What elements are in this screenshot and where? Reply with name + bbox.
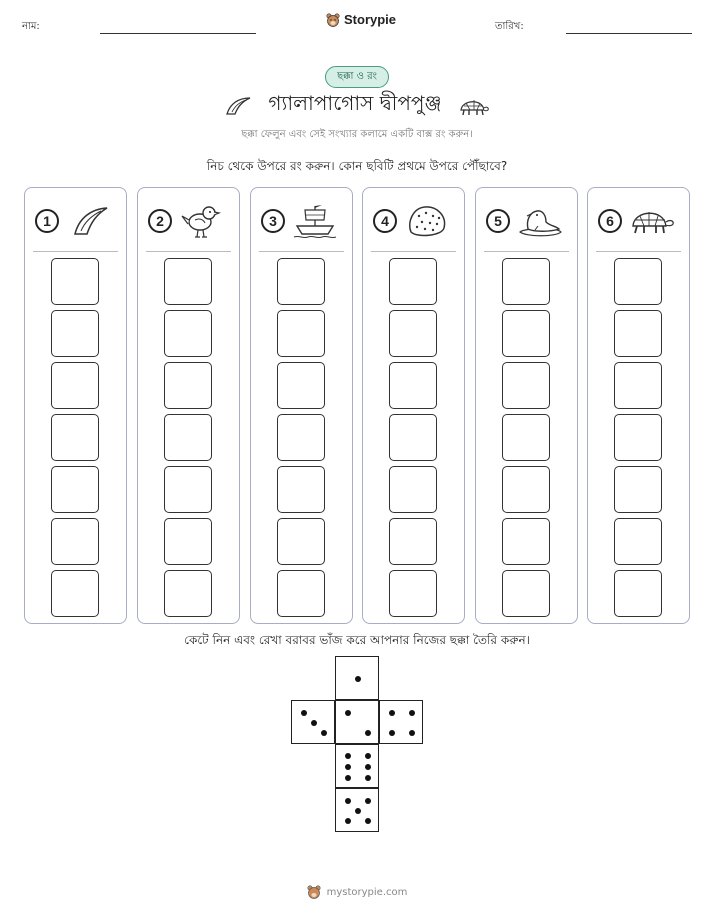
name-label: নাম:	[22, 21, 40, 32]
name-line[interactable]	[100, 33, 256, 34]
seal-icon	[516, 202, 564, 240]
die-face-1	[335, 656, 379, 700]
pip	[321, 730, 327, 736]
pip	[409, 730, 415, 736]
column-6	[587, 187, 690, 624]
color-box[interactable]	[277, 414, 325, 461]
rock-icon	[403, 202, 451, 240]
color-box[interactable]	[277, 362, 325, 409]
pip	[365, 818, 371, 824]
die-face-3	[291, 700, 335, 744]
color-box[interactable]	[51, 466, 99, 513]
pip	[389, 730, 395, 736]
ship-icon	[291, 202, 339, 240]
color-box[interactable]	[502, 518, 550, 565]
color-box[interactable]	[614, 258, 662, 305]
brand-name: Storypie	[344, 12, 397, 27]
category-badge: ছক্কা ও রং	[325, 66, 389, 88]
color-box[interactable]	[51, 258, 99, 305]
column-number: 1	[35, 209, 59, 233]
brand-logo	[326, 12, 396, 27]
color-box[interactable]	[389, 466, 437, 513]
color-box[interactable]	[277, 466, 325, 513]
color-box[interactable]	[389, 414, 437, 461]
bear-logo-icon	[307, 885, 321, 899]
color-box[interactable]	[389, 310, 437, 357]
date-label: তারিখ:	[495, 21, 524, 32]
color-box[interactable]	[502, 414, 550, 461]
color-box[interactable]	[51, 518, 99, 565]
pip	[389, 710, 395, 716]
pip	[365, 730, 371, 736]
color-box[interactable]	[389, 362, 437, 409]
color-box[interactable]	[614, 414, 662, 461]
pip	[345, 764, 351, 770]
column-3	[250, 187, 353, 624]
column-divider	[371, 251, 456, 252]
die-face-6	[335, 744, 379, 788]
color-box[interactable]	[51, 570, 99, 617]
subtitle: ছক্কা ফেলুন এবং সেই সংখ্যার কলামে একটি বাক্স রং করুন।	[241, 129, 473, 140]
color-box[interactable]	[277, 310, 325, 357]
column-divider	[484, 251, 569, 252]
cut-instruction: কেটে নিন এবং রেখা বরাবর ভাঁজ করে আপনার নিজের ছক্কা তৈরি করুন।	[184, 633, 530, 647]
pip	[345, 710, 351, 716]
die-face-5	[335, 788, 379, 832]
pip	[365, 798, 371, 804]
color-box[interactable]	[277, 258, 325, 305]
pip	[301, 710, 307, 716]
page-title: গ্যালাপাগোস দ্বীপপুঞ্জ	[268, 91, 442, 115]
footer	[0, 885, 714, 899]
color-box[interactable]	[51, 310, 99, 357]
pip	[365, 775, 371, 781]
color-box[interactable]	[614, 310, 662, 357]
pip	[355, 676, 361, 682]
color-box[interactable]	[389, 518, 437, 565]
pip	[345, 753, 351, 759]
color-box[interactable]	[614, 362, 662, 409]
column-divider	[596, 251, 681, 252]
color-box[interactable]	[389, 258, 437, 305]
column-number: 5	[486, 209, 510, 233]
footer-url[interactable]: mystorypie.com	[326, 886, 408, 898]
pip	[355, 808, 361, 814]
beak-icon	[224, 95, 254, 117]
color-box[interactable]	[164, 466, 212, 513]
color-box[interactable]	[164, 258, 212, 305]
column-2	[137, 187, 240, 624]
pip	[365, 753, 371, 759]
column-1	[24, 187, 127, 624]
date-line[interactable]	[566, 33, 692, 34]
color-box[interactable]	[51, 362, 99, 409]
column-5	[475, 187, 578, 624]
color-box[interactable]	[502, 258, 550, 305]
pip	[409, 710, 415, 716]
column-number: 3	[261, 209, 285, 233]
pip	[345, 798, 351, 804]
color-box[interactable]	[502, 466, 550, 513]
color-box[interactable]	[164, 414, 212, 461]
color-box[interactable]	[614, 466, 662, 513]
die-face-4	[379, 700, 423, 744]
color-box[interactable]	[389, 570, 437, 617]
column-number: 2	[148, 209, 172, 233]
color-box[interactable]	[164, 518, 212, 565]
pip	[365, 764, 371, 770]
column-divider	[259, 251, 344, 252]
pip	[345, 818, 351, 824]
color-box[interactable]	[614, 518, 662, 565]
color-box[interactable]	[164, 310, 212, 357]
instruction: নিচ থেকে উপরে রং করুন। কোন ছবিটি প্রথমে উপরে পৌঁছাবে?	[206, 159, 508, 173]
column-divider	[146, 251, 231, 252]
color-box[interactable]	[614, 570, 662, 617]
color-box[interactable]	[51, 414, 99, 461]
beak-icon	[65, 202, 113, 240]
die-face-2	[335, 700, 379, 744]
tortoise-icon	[628, 202, 676, 240]
color-box[interactable]	[164, 362, 212, 409]
color-box[interactable]	[277, 518, 325, 565]
color-box[interactable]	[502, 310, 550, 357]
color-box[interactable]	[277, 570, 325, 617]
title-row	[0, 89, 714, 122]
column-4	[362, 187, 465, 624]
color-box[interactable]	[502, 362, 550, 409]
color-box[interactable]	[164, 570, 212, 617]
pip	[345, 775, 351, 781]
pip	[311, 720, 317, 726]
column-divider	[33, 251, 118, 252]
column-number: 4	[373, 209, 397, 233]
column-number: 6	[598, 209, 622, 233]
tortoise-icon	[456, 94, 490, 118]
color-box[interactable]	[502, 570, 550, 617]
bear-logo-icon	[326, 13, 340, 27]
bird-icon	[178, 202, 226, 240]
